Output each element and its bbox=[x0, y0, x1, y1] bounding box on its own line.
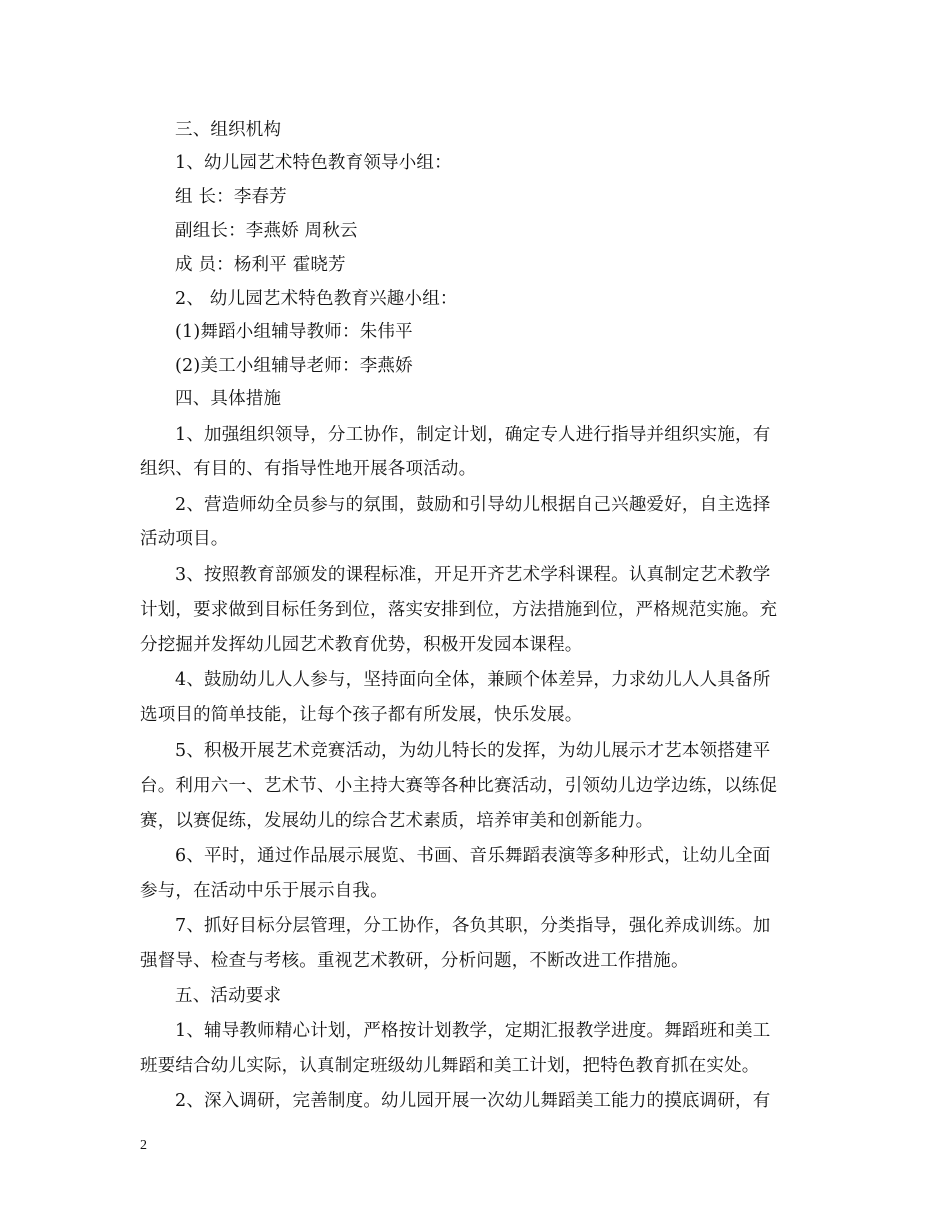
paragraph-line: 4、鼓励幼儿人人参与，坚持面向全体，兼顾个体差异，力求幼儿人人具备所 bbox=[175, 670, 771, 690]
section-heading: 四、具体措施 bbox=[175, 389, 282, 409]
paragraph-line: 组织、有目的、有指导性地开展各项活动。 bbox=[140, 459, 477, 479]
paragraph-line: 成 员：杨利平 霍晓芳 bbox=[175, 255, 346, 275]
section-heading: 三、组织机构 bbox=[175, 120, 282, 140]
paragraph-line: 2、 幼儿园艺术特色教育兴趣小组： bbox=[175, 289, 458, 309]
paragraph-line: 7、抓好目标分层管理，分工协作，各负其职，分类指导，强化养成训练。加 bbox=[175, 916, 771, 936]
paragraph-line: 3、按照教育部颁发的课程标准，开足开齐艺术学科课程。认真制定艺术教学 bbox=[175, 565, 771, 585]
paragraph-line: (1)舞蹈小组辅导教师：朱伟平 bbox=[175, 322, 413, 342]
paragraph-line: 强督导、检查与考核。重视艺术教研，分析问题，不断改进工作措施。 bbox=[140, 951, 689, 971]
paragraph-line: 2、深入调研，完善制度。幼儿园开展一次幼儿舞蹈美工能力的摸底调研，有 bbox=[175, 1091, 771, 1111]
paragraph-line: 6、平时，通过作品展示展览、书画、音乐舞蹈表演等多种形式，让幼儿全面 bbox=[175, 846, 771, 866]
paragraph-line: 选项目的简单技能，让每个孩子都有所发展，快乐发展。 bbox=[140, 705, 583, 725]
paragraph-line: 副组长：李燕娇 周秋云 bbox=[175, 221, 358, 241]
paragraph-line: 活动项目。 bbox=[140, 529, 229, 549]
paragraph-line: 1、幼儿园艺术特色教育领导小组： bbox=[175, 153, 452, 173]
paragraph-line: 组 长：李春芳 bbox=[175, 187, 287, 207]
paragraph-line: 台。利用六一、艺术节、小主持大赛等各种比赛活动，引领幼儿边学边练，以练促 bbox=[140, 776, 778, 796]
paragraph-line: 分挖掘并发挥幼儿园艺术教育优势，积极开发园本课程。 bbox=[140, 635, 583, 655]
paragraph-line: 赛，以赛促练，发展幼儿的综合艺术素质，培养审美和创新能力。 bbox=[140, 811, 654, 831]
paragraph-line: 2、营造师幼全员参与的氛围，鼓励和引导幼儿根据自己兴趣爱好，自主选择 bbox=[175, 495, 771, 515]
paragraph-line: 1、加强组织领导，分工协作，制定计划，确定专人进行指导并组织实施，有 bbox=[175, 425, 771, 445]
paragraph-line: (2)美工小组辅导老师：李燕娇 bbox=[175, 356, 413, 376]
paragraph-line: 5、积极开展艺术竞赛活动，为幼儿特长的发挥，为幼儿展示才艺本领搭建平 bbox=[175, 741, 771, 761]
section-heading: 五、活动要求 bbox=[175, 986, 282, 1006]
paragraph-line: 计划，要求做到目标任务到位，落实安排到位，方法措施到位，严格规范实施。充 bbox=[140, 600, 778, 620]
paragraph-line: 班要结合幼儿实际，认真制定班级幼儿舞蹈和美工计划，把特色教育抓在实处。 bbox=[140, 1056, 760, 1076]
paragraph-line: 1、辅导教师精心计划，严格按计划教学，定期汇报教学进度。舞蹈班和美工 bbox=[175, 1021, 771, 1041]
page-number: 2 bbox=[140, 1138, 147, 1153]
paragraph-line: 参与，在活动中乐于展示自我。 bbox=[140, 881, 388, 901]
